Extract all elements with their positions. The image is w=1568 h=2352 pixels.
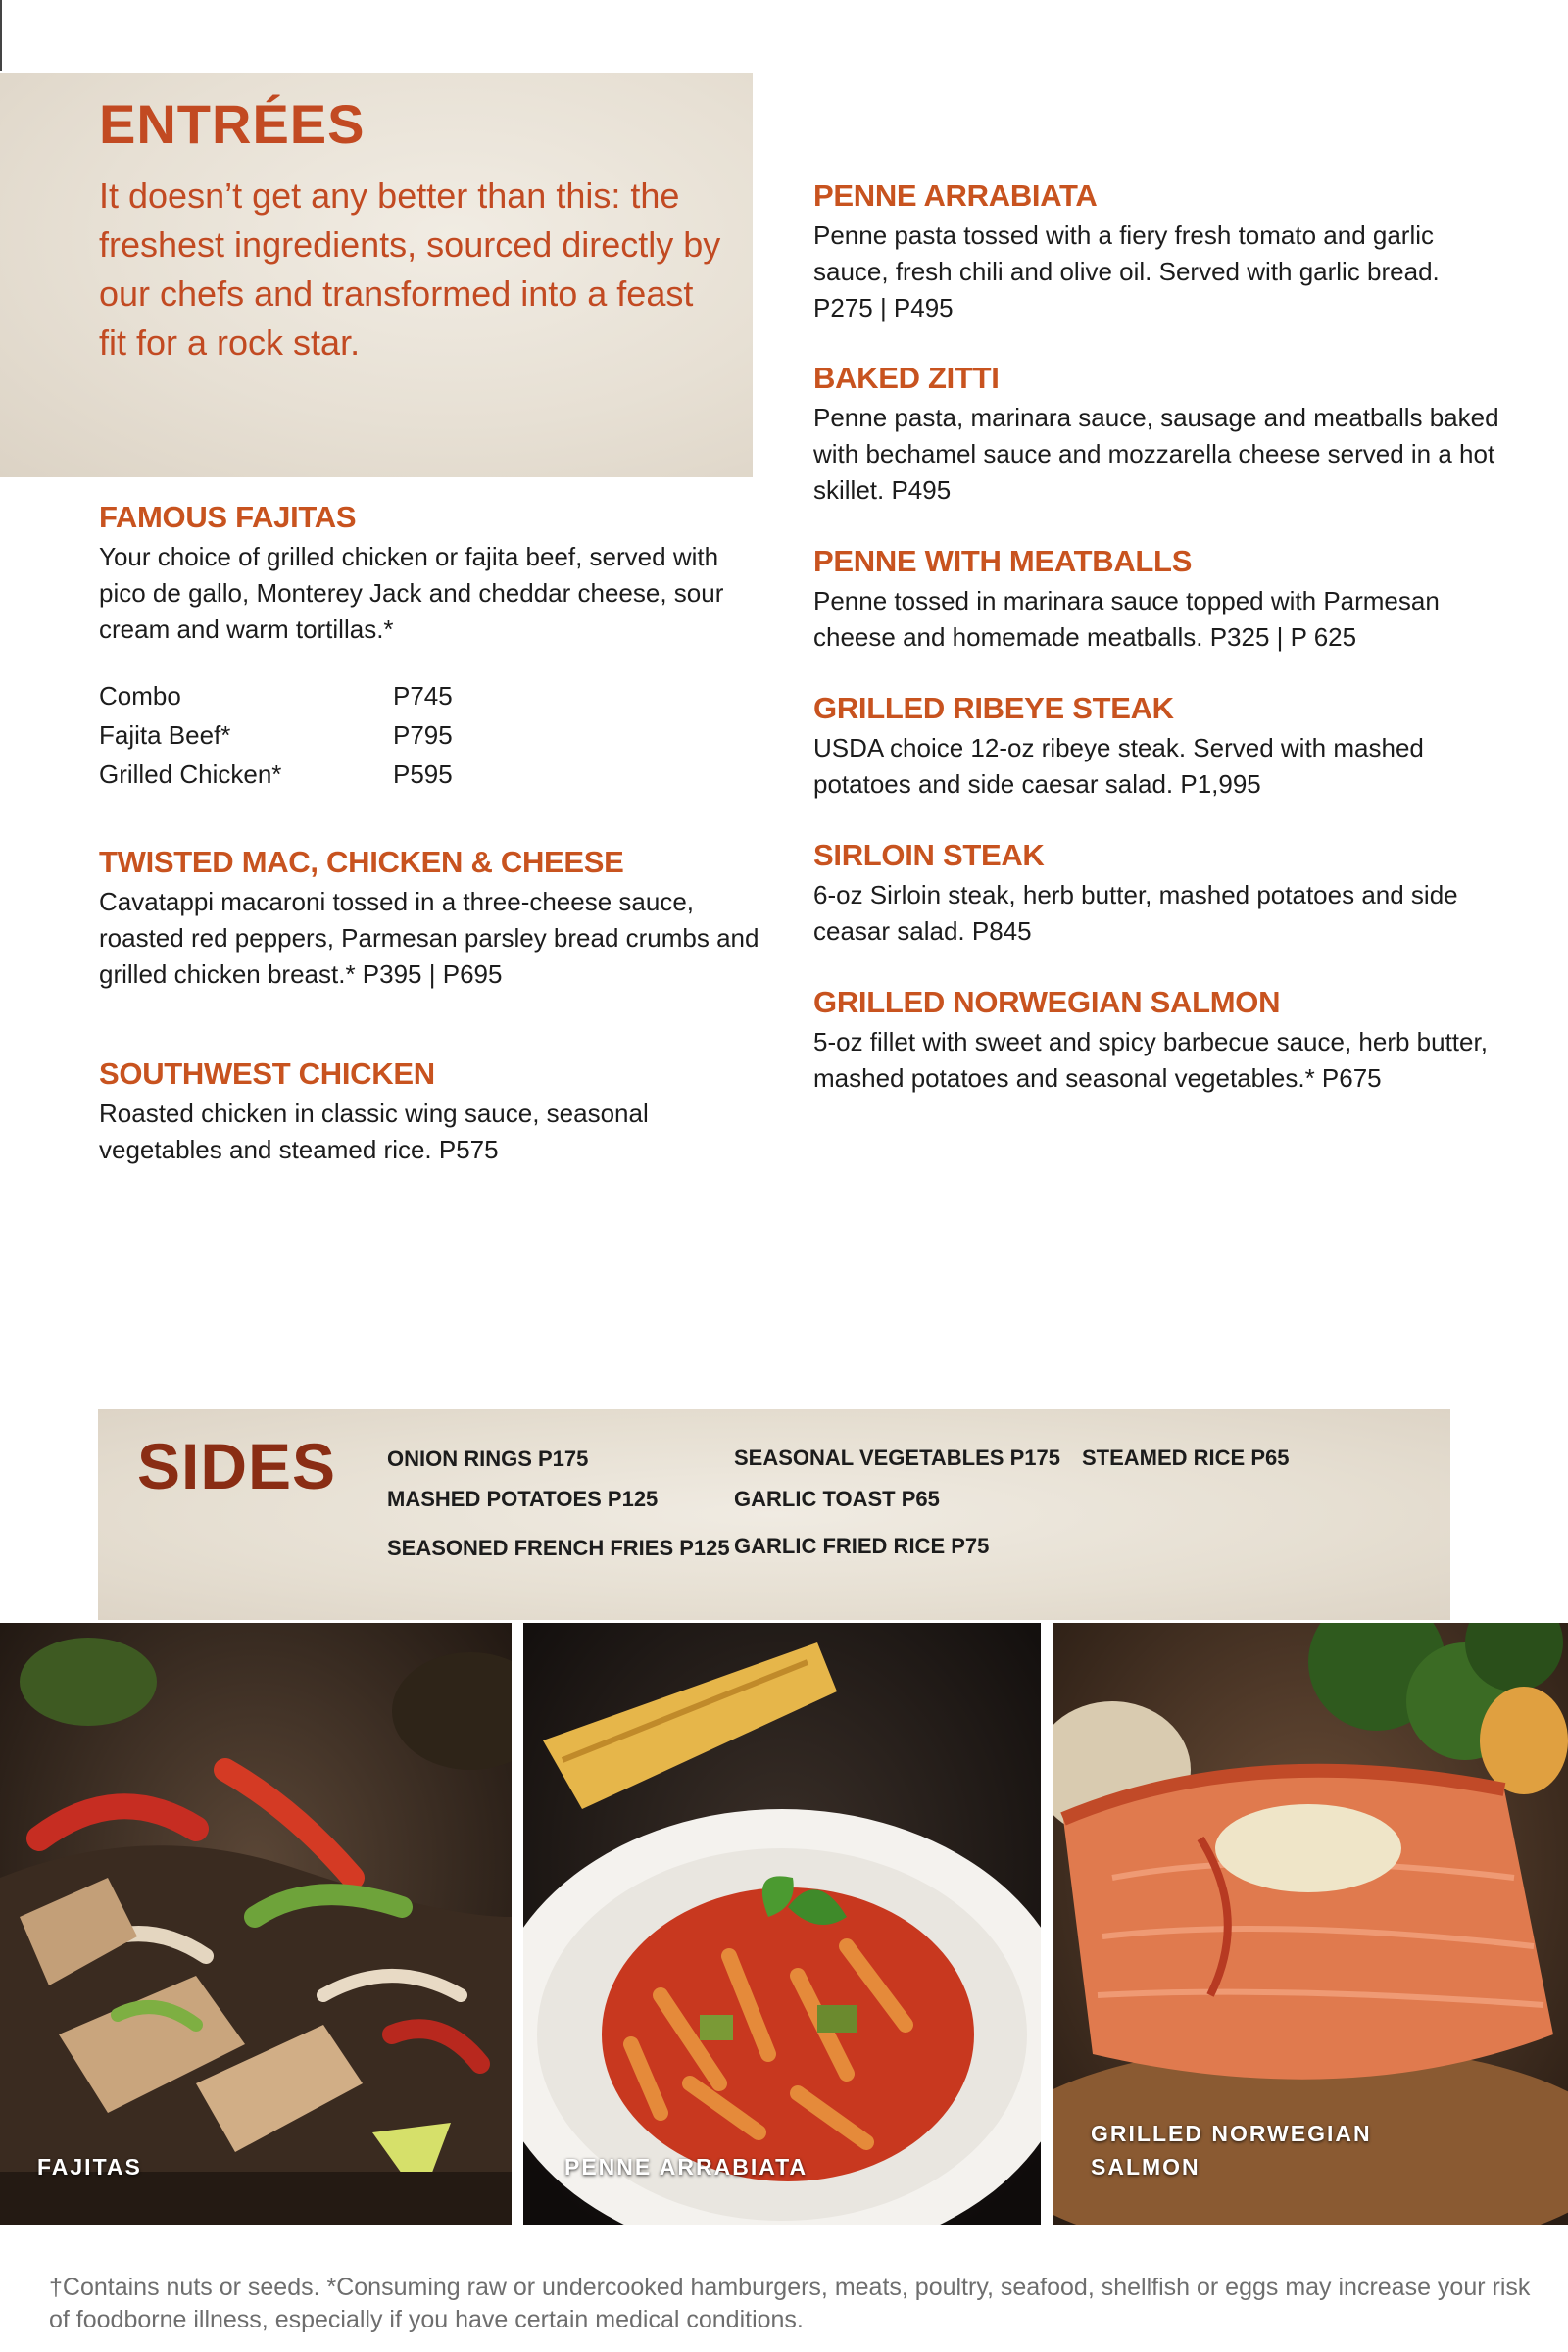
side-item: GARLIC TOAST P65 (734, 1487, 940, 1511)
menu-item-penne-meatballs (813, 544, 1480, 656)
item-title: SIRLOIN STEAK (813, 838, 1045, 872)
item-description: 6-oz Sirloin steak, herb butter, mashed potatoes and side ceasar salad. P845 (813, 880, 1458, 946)
menu-item-southwest-chicken (99, 1056, 697, 1168)
price-value: P595 (393, 760, 453, 789)
salmon-photo (1054, 1623, 1568, 2225)
entrees-title: ENTRÉES (99, 93, 366, 155)
item-description: Roasted chicken in classic wing sauce, seasonal vegetables and steamed rice. P575 (99, 1099, 649, 1164)
item-title: FAMOUS FAJITAS (99, 500, 357, 534)
menu-item-baked-zitti (813, 361, 1499, 509)
photo-caption: FAJITAS (37, 2154, 142, 2180)
menu-item-penne-arrabiata (813, 178, 1480, 326)
price-row (99, 755, 511, 794)
item-title: TWISTED MAC, CHICKEN & CHEESE (99, 845, 624, 879)
fajitas-photo (0, 1623, 512, 2225)
side-item: SEASONED FRENCH FRIES P125 (387, 1536, 730, 1560)
item-description: Penne pasta, marinara sauce, sausage and meatballs baked with bechamel sauce and mozzarella cheese served in a hot skillet. P495 (813, 403, 1499, 505)
page-edge-rule (0, 0, 2, 71)
price-value: P795 (393, 720, 453, 750)
menu-item-famous-fajitas (99, 500, 756, 648)
photo-caption: GRILLED NORWEGIAN SALMON (1091, 2121, 1372, 2180)
side-item: ONION RINGS P175 (387, 1446, 589, 1471)
item-description: Your choice of grilled chicken or fajita beef, served with pico de gallo, Monterey Jack and cheddar cheese, sour cream and warm tortillas.* (99, 542, 724, 644)
allergen-footnote: †Contains nuts or seeds. *Consuming raw or undercooked hamburgers, meats, poultry, seafood, shellfish or eggs may increase your risk of foodborne illness, especially if you have certain medical conditions. (49, 2274, 1531, 2333)
item-title: PENNE WITH MEATBALLS (813, 544, 1193, 578)
fajita-price-table (99, 676, 511, 794)
item-description: USDA choice 12-oz ribeye steak. Served with mashed potatoes and side caesar salad. P1,995 (813, 733, 1424, 799)
pasta-photo-art (523, 1623, 1041, 2225)
item-title: BAKED ZITTI (813, 361, 1000, 395)
price-row (99, 715, 511, 755)
entrees-intro: It doesn’t get any better than this: the freshest ingredients, sourced directly by our chefs and transformed into a feast fit for a rock star. (99, 175, 721, 363)
price-row (99, 676, 511, 715)
price-value: P745 (393, 681, 453, 710)
menu-item-ribeye-steak (813, 691, 1480, 803)
item-title: GRILLED RIBEYE STEAK (813, 691, 1174, 725)
price-option-name: Grilled Chicken* (99, 760, 282, 789)
item-title: GRILLED NORWEGIAN SALMON (813, 985, 1281, 1019)
menu-item-norwegian-salmon (813, 985, 1499, 1097)
item-description: 5-oz fillet with sweet and spicy barbecue sauce, herb butter, mashed potatoes and seasonal vegetables.* P675 (813, 1027, 1488, 1093)
menu-item-sirloin-steak (813, 838, 1499, 950)
menu-item-twisted-mac (99, 845, 785, 993)
item-title: SOUTHWEST CHICKEN (99, 1056, 435, 1091)
fajitas-photo-art (0, 1623, 512, 2225)
side-item: STEAMED RICE P65 (1082, 1446, 1290, 1470)
side-item: GARLIC FRIED RICE P75 (734, 1534, 990, 1558)
item-description: Penne tossed in marinara sauce topped with Parmesan cheese and homemade meatballs. P325 | P 625 (813, 586, 1440, 652)
item-description: Penne pasta tossed with a fiery fresh tomato and garlic sauce, fresh chili and olive oil. Served with garlic bread. P275 | P495 (813, 220, 1440, 322)
pasta-photo (523, 1623, 1041, 2225)
price-option-name: Fajita Beef* (99, 720, 231, 750)
item-description: Cavatappi macaroni tossed in a three-cheese sauce, roasted red peppers, Parmesan parsley bread crumbs and grilled chicken breast.* P395 | P695 (99, 887, 760, 989)
photo-caption: PENNE ARRABIATA (564, 2154, 808, 2180)
item-title: PENNE ARRABIATA (813, 178, 1098, 213)
side-item: MASHED POTATOES P125 (387, 1487, 659, 1511)
sides-title: SIDES (137, 1430, 337, 1502)
side-item: SEASONAL VEGETABLES P175 (734, 1446, 1060, 1470)
price-option-name: Combo (99, 681, 181, 710)
